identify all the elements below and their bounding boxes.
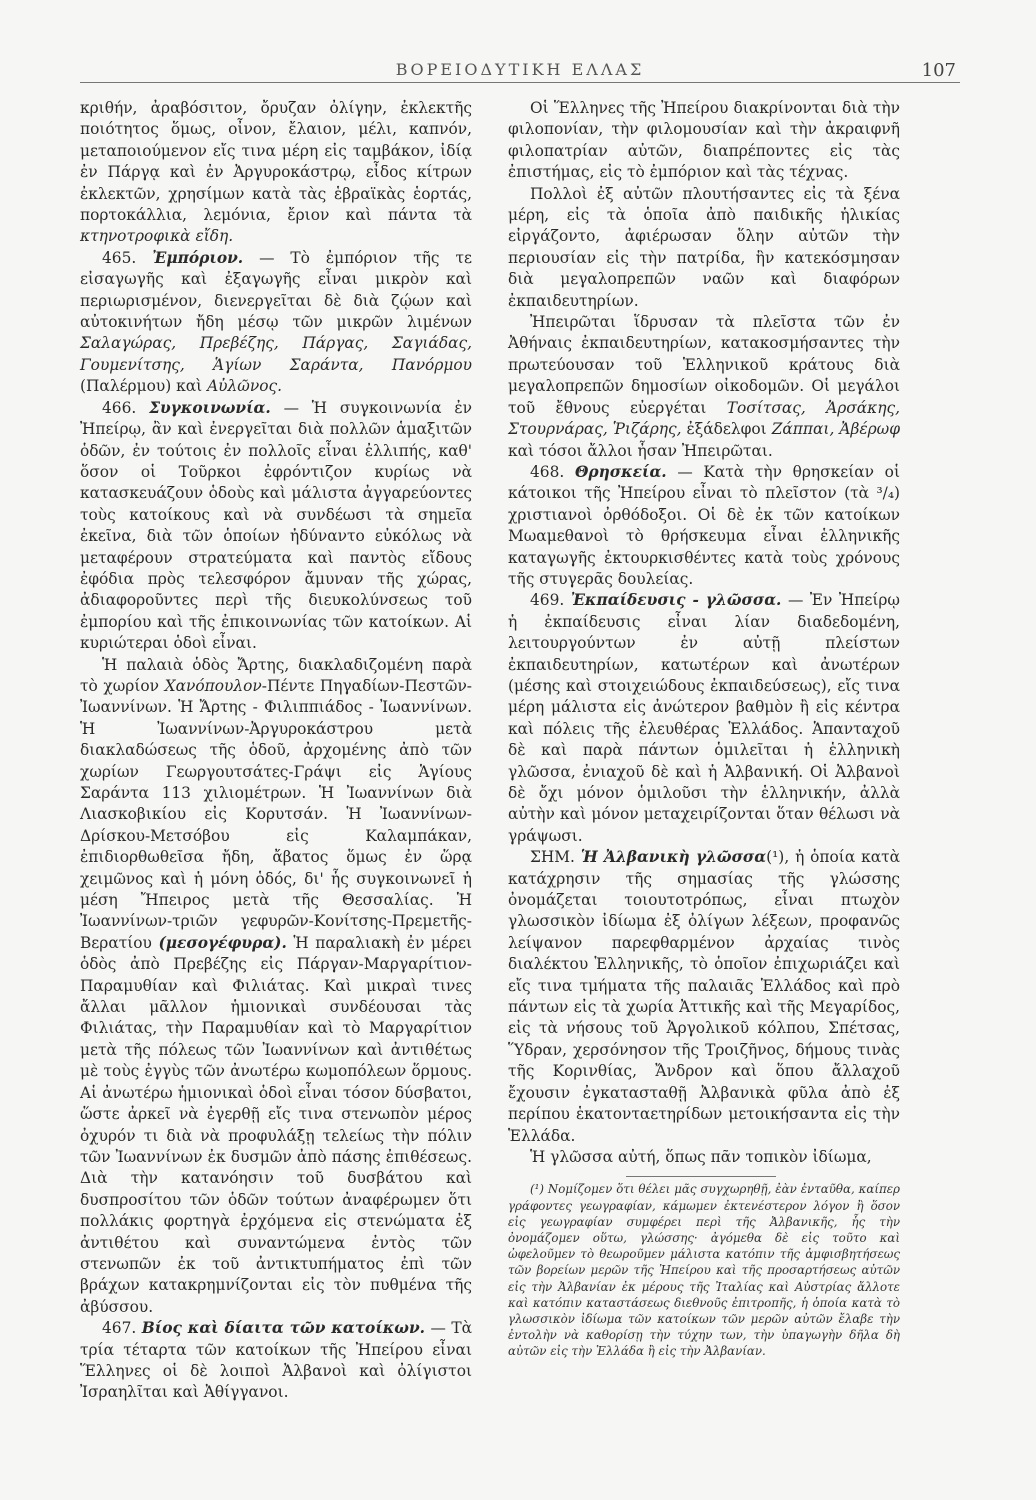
note-albanian: ΣΗΜ. Ἡ Ἀλβανικὴ γλῶσσα(¹), ἡ ὁποία κατὰ κατάχρησιν τῆς σημασίας τῆς γλώσσης ὀνομάζεται τοιουτοτρόπως, εἶναι πτωχὸν γλωσσικὸν ἰδίωμα ἐξ ὀλίγων λέξεων, προφανῶς λείψανον παρεφθαρμένον ἀρχαίας τινὸς διαλέκτου Ἑλληνικῆς, τὸ ὁποῖον ἐπιχωριάζει καὶ εἴς τινα τμήματα τῆς παλαιᾶς Ἑλλάδος καὶ πρὸ πάντων εἰς τὰ χωρία Ἀττικῆς καὶ τῆς Μεγαρίδος, εἰς τὰ νήσους τοῦ Ἀργολικοῦ κόλπου, Σπέτσας, Ὕδραν, χερσόνησον τῆς Τροιζῆνος, δήμους τινὰς τῆς Κορινθίας, Ἄνδρον καὶ ὅπου ἄλλαχοῦ ἔχουσιν ἐγκατασταθῇ Ἀλβανικὰ φῦλα ἀπὸ ἐξ περίπου ἑκατονταετηρίδων μετοικήσαντα εἰς τὴν Ἑλλάδα.	[508, 848, 900, 1145]
section-466: 466. Συγκοινωνία. — Ἡ συγκοινωνία ἐν Ἠπείρῳ, ἂν καὶ ἐνεργεῖται διὰ πολλῶν ἁμαξιτῶν ὁδῶν, ἐν τούτοις ἐν πολλοῖς εἶναι ἐλλιπής, καθ' ὅσον οἱ Τοῦρκοι ἐφρόντιζον κυρίως νὰ κατασκευάζουν ὁδοὺς καὶ μάλιστα ἀγγαρεύοντες τοὺς κατοίκους καὶ νὰ συνδέωσι τὰ σημεῖα ἐκεῖνα, διὰ τῶν ὁποίων ἠδύναντο εὐκόλως νὰ μεταφέρουν στρατεύματα καὶ παντὸς εἴδους ἐφόδια πρὸς τελεσφόρον ἄμυναν τῆς χώρας, ἀδιαφοροῦντες περὶ τῆς διευκολύνσεως τοῦ ἐμπορίου καὶ τῆς ἐπικοινωνίας τῶν κατοίκων. Αἱ κυριώτεραι ὁδοὶ εἶναι.	[80, 398, 473, 653]
section-number: 466.	[102, 398, 150, 417]
section-469: 469. Ἐκπαίδευσις - γλῶσσα. — Ἐν Ἠπείρῳ ἡ ἐκπαίδευσις εἶναι λίαν διαδεδομένη, λειτουργούντων ἐν αὐτῇ πλείστων ἐκπαιδευτηρίων, κατωτέρων καὶ ἀνωτέρων (μέσης καὶ στοιχειώδους ἐκπαιδεύσεως), εἴς τινα μέρη μάλιστα εἰς ἀνώτερον βαθμὸν ἢ εἰς κέντρα καὶ πόλεις τῆς ἐλευθέρας Ἑλλάδος. Ἁπανταχοῦ δὲ καὶ παρὰ πάντων ὁμιλεῖται ἡ ἑλληνικὴ γλῶσσα, ἐνιαχοῦ δὲ καὶ ἡ Ἀλβανική. Οἱ Ἀλβανοὶ δὲ ὄχι μόνον ὁμιλοῦσι τὴν ἑλληνικήν, ἀλλὰ αὐτὴν καὶ μόνον μεταχειρίζονται ὅταν θέλωσι νὰ γράψωσι.	[508, 591, 900, 845]
paragraph-language: Ἡ γλῶσσα αὐτή, ὅπως πᾶν τοπικὸν ἰδίωμα,	[530, 1147, 872, 1166]
footnote-divider	[626, 1176, 776, 1177]
right-column	[508, 98, 900, 1360]
section-number: 469.	[530, 591, 571, 610]
running-title: ΒΟΡΕΙΟΔΥΤΙΚΗ ΕΛΛΑΣ	[395, 60, 645, 79]
section-number: 465.	[102, 248, 153, 267]
paragraph-benefactors-wealth: Πολλοὶ ἐξ αὐτῶν πλουτήσαντες εἰς τὰ ξένα μέρη, εἰς τὰ ὁποῖα ἀπὸ παιδικῆς ἡλικίας εἰργάζοντο, ἀφιέρωσαν ὅλην αὐτῶν τὴν περιουσίαν εἰς τὴν πατρίδα, ἣν κατεκόσμησαν διὰ μεγαλοπρεπῶν ναῶν καὶ διαφόρων ἐκπαιδευτηρίων.	[508, 184, 900, 310]
paragraph-benefactors: Ἠπειρῶται ἵδρυσαν τὰ πλεῖστα τῶν ἐν Ἀθήναις ἐκπαιδευτηρίων, κατακοσμήσαντες τὴν πρωτεύουσαν τοῦ Ἑλληνικοῦ κράτους διὰ μεγαλοπρεπῶν δημοσίων οἰκοδομῶν. Οἱ μεγάλοι τοῦ ἔθνους εὐεργέται Τοσίτσας, Ἀρσάκης, Στουρνάρας, Ῥιζάρης, ἐξάδελφοι Ζάππαι, Ἀβέρωφ καὶ τόσοι ἄλλοι ἦσαν Ἠπειρῶται.	[508, 313, 900, 460]
paragraph-greeks: Οἱ Ἕλληνες τῆς Ἠπείρου διακρίνονται διὰ τὴν φιλοπονίαν, τὴν φιλομουσίαν καὶ τὴν ἀκραιφνῆ φιλοπατρίαν αὐτῶν, διαπρέποντες εἰς τὰς ἐπιστήμας, εἰς τὸ ἐμπόριον καὶ τὰς τέχνας.	[508, 99, 900, 182]
page-header	[80, 58, 960, 83]
paragraph-roads: Ἡ παλαιὰ ὁδὸς Ἄρτης, διακλαδιζομένη παρὰ τὸ χωρίον Χανόπουλον-Πέντε Πηγαδίων-Πεστῶν-Ἰωαννίνων. Ἡ Ἄρτης - Φιλιππιάδος - Ἰωαννίνων. Ἡ Ἰωαννίνων-Ἀργυροκάστρου μετὰ διακλαδώσεως τῆς ὁδοῦ, ἀρχομένης ἀπὸ τῶν χωρίων Γεωργουτσάτες-Γράψι εἰς Ἁγίους Σαράντα 113 χιλιομέτρων. Ἡ Ἰωαννίνων διὰ Λιασκοβικίου εἰς Κορυτσάν. Ἡ Ἰωαννίνων-Δρίσκου-Μετσόβου εἰς Καλαμπάκαν, ἐπιδιορθωθεῖσα ἤδη, ἄβατος ὅμως ἐν ὥρᾳ χειμῶνος καὶ ἡ μόνη ὁδός, δι' ἧς συγκοινωνεῖ ἡ μέση Ἤπειρος μετὰ τῆς Θεσσαλίας. Ἡ Ἰωαννίνων-τριῶν γεφυρῶν-Κονίτσης-Πρεμετῆς-Βερατίου (μεσογέφυρα). Ἡ παραλιακὴ ἐν μέρει ὁδὸς ἀπὸ Πρεβέζης εἰς Πάργαν-Μαργαρίτιον-Παραμυθίαν καὶ Φιλιάτας. Καὶ μικραὶ τινες ἄλλαι μᾶλλον ἡμιονικαὶ συνδέουσαι τὰς Φιλιάτας, τὴν Παραμυθίαν καὶ τὸ Μαργαρίτιον μετὰ τῆς πόλεως τῶν Ἰωαννίνων καὶ ἀντιθέτως μὲ τοὺς ἐγγὺς τῶν ἀνωτέρω κωμοπόλεων ὅρμους. Αἱ ἀνωτέρω ἡμιονικαὶ ὁδοὶ εἶναι τόσον δύσβατοι, ὥστε ἀρκεῖ νὰ ἐγερθῇ εἴς τινα στενωπὸν μέρος ὀχυρόν τι διὰ νὰ προφυλάξῃ τελείως τὴν πόλιν τῶν Ἰωαννίνων ἐκ δυσμῶν ἀπὸ πάσης ἐπιθέσεως. Διὰ τὴν κατανόησιν τοῦ δυσβάτου καὶ δυσπροσίτου τῶν ὁδῶν τούτων ἀναφέρωμεν ὅτι πολλάκις φορτηγὰ ἐρχόμενα εἰς στενώματα ἐξ ἀντιθέτου καὶ συναντώμενα ἐντὸς τῶν στενωπῶν ἐκ τοῦ ἀντικτυπήματος ἐπὶ τῶν βράχων κατακρημνίζονται εἰς τὸν πυθμένα τῆς ἀβύσσου.	[80, 655, 472, 1316]
section-468: 468. Θρησκεία. — Κατὰ τὴν θρησκείαν οἱ κάτοικοι τῆς Ἠπείρου εἶναι τὸ πλεῖστον (τὰ ³/₄) χριστιανοὶ ὀρθόδοξοι. Οἱ δὲ ἐκ τῶν κατοίκων Μωαμεθανοὶ τὸ θρήσκευμα εἶναι ἑλληνικῆς καταγωγῆς ἐκτουρκισθέντες κατὰ τοὺς χρόνους τῆς στυγερᾶς δουλείας.	[508, 462, 900, 588]
left-column	[80, 98, 472, 1404]
section-number: 467.	[102, 1319, 142, 1338]
section-title: Ἐκπαίδευσις - γλῶσσα.	[570, 591, 782, 610]
section-title: Συγκοινωνία.	[149, 398, 271, 417]
section-465: 465. Ἐμπόριον. — Τὸ ἐμπόριον τῆς τε εἰσαγωγῆς καὶ ἐξαγωγῆς εἶναι μικρὸν καὶ περιωρισμένον, διενεργεῖται δὲ διὰ ζῴων καὶ αὐτοκινήτων ἤδη μέσῳ τῶν μικρῶν λιμένων Σαλαγώρας, Πρεβέζης, Πάργας, Σαγιάδας, Γουμενίτσης, Ἁγίων Σαράντα, Πανόρμου (Παλέρμου) καὶ Αὐλῶνος.	[80, 248, 472, 396]
section-title: Βίος καὶ δίαιτα τῶν κατοίκων.	[141, 1319, 425, 1338]
footnote: (¹) Νομίζομεν ὅτι θέλει μᾶς συγχωρηθῇ, ἐὰν ἐνταῦθα, καίπερ γράφοντες γεωγραφίαν, κάμωμεν ἐκτενέστερον λόγον ἢ ὅσον εἰς γεωγραφίαν συμφέρει περὶ τῆς Ἀλβανικῆς, ἧς τὴν ὀνομάζομεν οὕτω, γλώσσης· ἀγόμεθα δὲ εἰς τοῦτο καὶ ὠφελοῦμεν τὸ θεωροῦμεν μάλιστα κατόπιν τῆς ἀμφισβητήσεως τῶν βορείων μερῶν τῆς Ἠπείρου καὶ τῆς προσαρτήσεως αὐτῶν εἰς τὴν Ἀλβανίαν ἐκ μέρους τῆς Ἰταλίας καὶ Αὐστρίας ἄλλοτε καὶ κατόπιν καταστάσεως διεθνοῦς ἐπιτροπῆς, ἡ ὁποία κατὰ τὸ γλωσσικὸν ἰδίωμα τῶν κατοίκων τῶν μερῶν αὐτῶν ἔλαβε τὴν ἐντολὴν νὰ καθορίσῃ τὴν τύχην των, τὴν ὑπαγωγὴν δῆλα δὴ αὐτῶν εἰς τὴν Ἑλλάδα ἢ εἰς τὴν Ἀλβανίαν.	[508, 1182, 900, 1359]
paragraph-products: κριθήν, ἀραβόσιτον, ὄρυζαν ὀλίγην, ἐκλεκτῆς ποιότητος ὅμως, οἶνον, ἔλαιον, μέλι, καπνόν, μεταποιούμενον εἴς τινα μέρη εἰς ταμβάκον, ἰδίᾳ ἐν Πάργᾳ καὶ ἐν Ἀργυροκάστρῳ, εἶδος κίτρων ἐκλεκτῶν, χρησίμων κατὰ τὰς ἑβραϊκὰς ἑορτάς, πορτοκάλλια, λεμόνια, ἔριον καὶ πάντα τὰ κτηνοτροφικὰ εἴδη.	[80, 99, 472, 246]
section-title: Θρησκεία.	[574, 462, 667, 481]
section-number: 468.	[530, 462, 575, 481]
section-title: Ἐμπόριον.	[152, 248, 244, 267]
page-number: 107	[921, 60, 956, 81]
footnote-ref: (¹)	[766, 848, 785, 867]
section-467: 467. Βίος καὶ δίαιτα τῶν κατοίκων. — Τὰ τρία τέταρτα τῶν κατοίκων τῆς Ἠπείρου εἶναι Ἕλληνες οἱ δὲ λοιποὶ Ἀλβανοὶ καὶ ὀλίγιστοι Ἰσραηλῖται καὶ Ἀθίγγανοι.	[80, 1319, 472, 1402]
